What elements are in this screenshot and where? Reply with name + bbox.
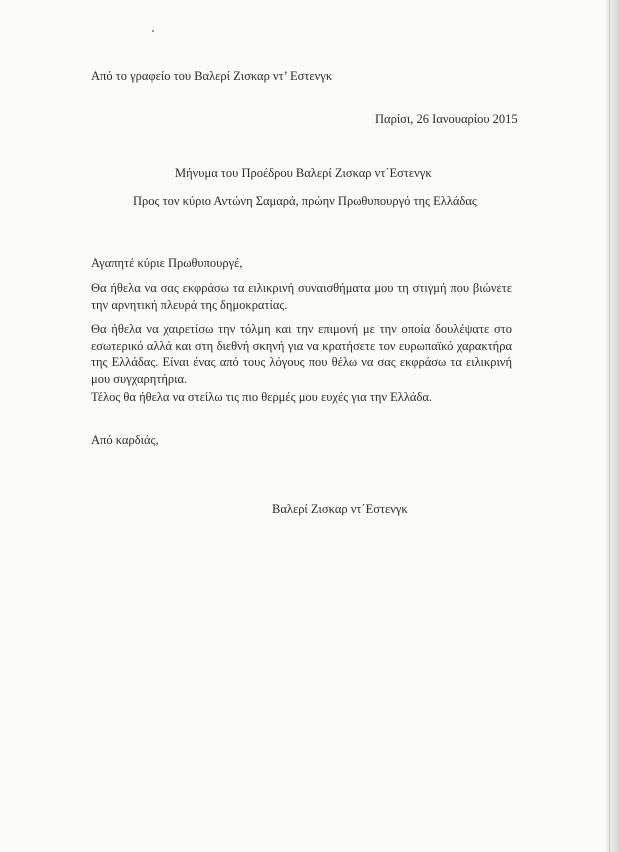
signature: Βαλερί Ζισκαρ ντ΄Εστενγκ	[272, 502, 408, 516]
paragraph-2-line-1: Θα ήθελα να χαιρετίσω την τόλμη και την επιμονή με την οποία δουλέψατε στο	[91, 322, 512, 336]
recipient-line: Προς τον κύριο Αντώνη Σαμαρά, πρώην Πρωθυπουργό της Ελλάδας	[133, 194, 477, 208]
page-edge-line	[609, 0, 610, 852]
paragraph-3: Τέλος θα ήθελα να στείλω τις πιο θερμές μου ευχές για την Ελλάδα.	[91, 390, 433, 404]
salutation: Αγαπητέ κύριε Πρωθυπουργέ,	[91, 256, 243, 270]
paragraph-2-line-2: εσωτερικό αλλά και στη διεθνή σκηνή για να κρατήσετε τον ευρωπαϊκό χαρακτήρα	[91, 338, 512, 353]
paragraph-2-line-4: μου συγχαρητήρια.	[91, 371, 188, 386]
paragraph-1	[91, 280, 512, 313]
paragraph-2	[91, 321, 512, 387]
subject-line: Μήνυμα του Προέδρου Βαλερί Ζισκαρ ντ΄Εστενγκ	[175, 166, 432, 180]
paragraph-1-line-2: την αρνητική πλευρά της δημοκρατίας.	[91, 297, 288, 312]
place-date: Παρίσι, 26 Ιανουαρίου 2015	[375, 112, 518, 126]
paragraph-2-line-3: της Ελλάδας. Είναι ένας από τους λόγους που θέλω να σας εκφράσω τα ειλικρινή	[91, 355, 512, 369]
from-office-line: Από το γραφείο του Βαλερί Ζισκαρ ντ’ Εστενγκ	[91, 69, 333, 83]
speck-mark	[152, 30, 154, 32]
closing: Από καρδιάς,	[91, 433, 159, 447]
paragraph-1-line-1: Θα ήθελα να σας εκφράσω τα ειλικρινή συναισθήματα μου τη στιγμή που βιώνετε	[91, 281, 512, 295]
